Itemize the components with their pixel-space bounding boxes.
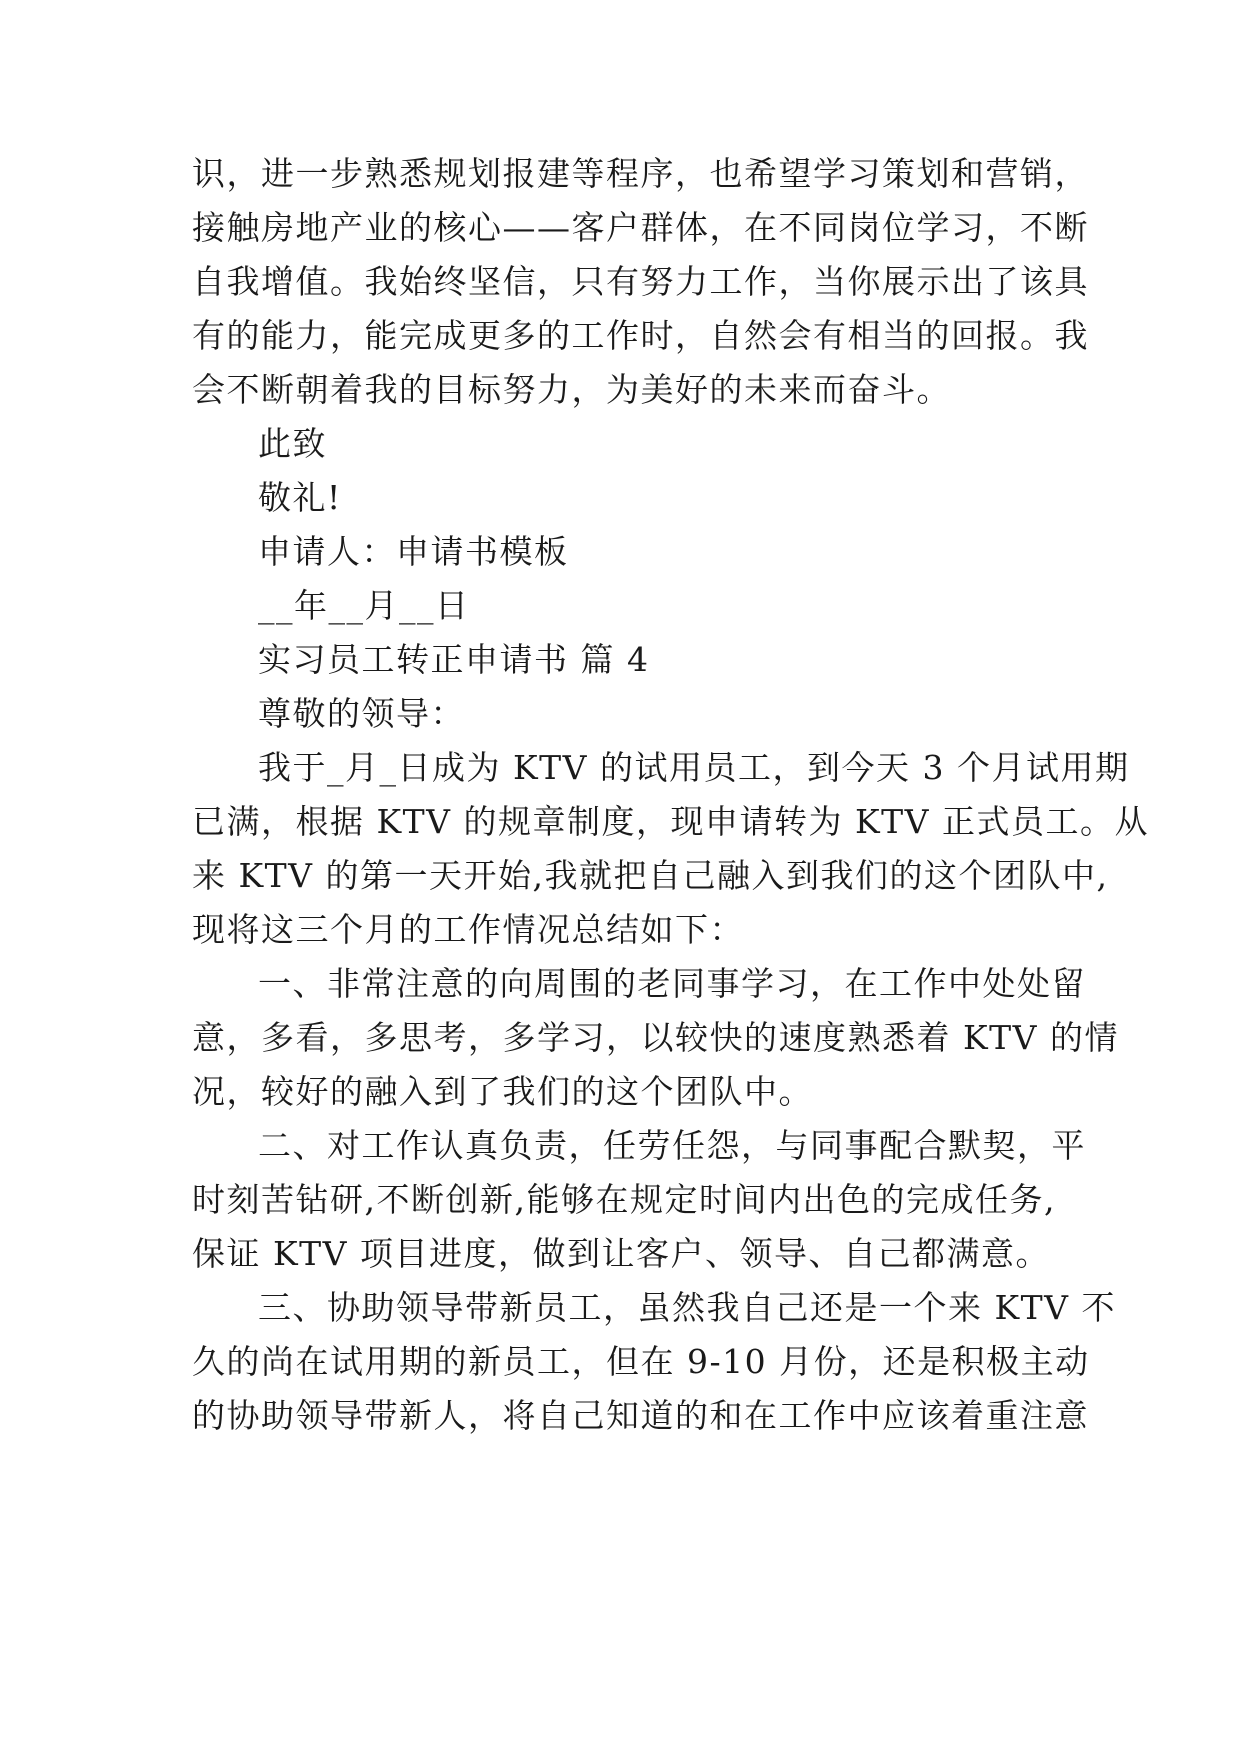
closing-regards: 敬礼! (258, 478, 342, 517)
paragraph-line: 来 KTV 的第一天开始,我就把自己融入到我们的这个团队中, (192, 856, 1109, 895)
paragraph-line: 三、协助领导带新员工，虽然我自己还是一个来 KTV 不 (258, 1288, 1116, 1327)
paragraph-line: 况，较好的融入到了我们的这个团队中。 (192, 1072, 813, 1111)
applicant-signature: 申请人：申请书模板 (258, 532, 569, 571)
closing-salutation: 此致 (258, 424, 327, 463)
paragraph-line: 时刻苦钻研,不断创新,能够在规定时间内出色的完成任务, (192, 1180, 1056, 1219)
paragraph-line: 久的尚在试用期的新员工，但在 9-10 月份，还是积极主动 (192, 1342, 1090, 1381)
paragraph-line: 意，多看，多思考，多学习，以较快的速度熟悉着 KTV 的情 (192, 1018, 1119, 1057)
paragraph-line: 我于_月_日成为 KTV 的试用员工，到今天 3 个月试用期 (258, 748, 1130, 787)
paragraph-line: 识，进一步熟悉规划报建等程序，也希望学习策划和营销， (192, 154, 1089, 193)
paragraph-line: 保证 KTV 项目进度，做到让客户、领导、自己都满意。 (192, 1234, 1050, 1273)
paragraph-line: 自我增值。我始终坚信，只有努力工作，当你展示出了该具 (192, 262, 1089, 301)
paragraph-line: 会不断朝着我的目标努力，为美好的未来而奋斗。 (192, 370, 951, 409)
paragraph-line: 的协助领导带新人，将自己知道的和在工作中应该着重注意 (192, 1396, 1089, 1435)
date-line: __年__月__日 (258, 586, 470, 625)
paragraph-line: 已满，根据 KTV 的规章制度，现申请转为 KTV 正式员工。从 (192, 802, 1149, 841)
section-title: 实习员工转正申请书 篇 4 (258, 640, 650, 679)
paragraph-line: 现将这三个月的工作情况总结如下： (192, 910, 744, 949)
paragraph-line: 接触房地产业的核心——客户群体，在不同岗位学习，不断 (192, 208, 1089, 247)
greeting: 尊敬的领导： (258, 694, 465, 733)
paragraph-line: 一、非常注意的向周围的老同事学习，在工作中处处留 (258, 964, 1086, 1003)
paragraph-line: 有的能力，能完成更多的工作时，自然会有相当的回报。我 (192, 316, 1089, 355)
paragraph-line: 二、对工作认真负责，任劳任怨，与同事配合默契，平 (258, 1126, 1086, 1165)
